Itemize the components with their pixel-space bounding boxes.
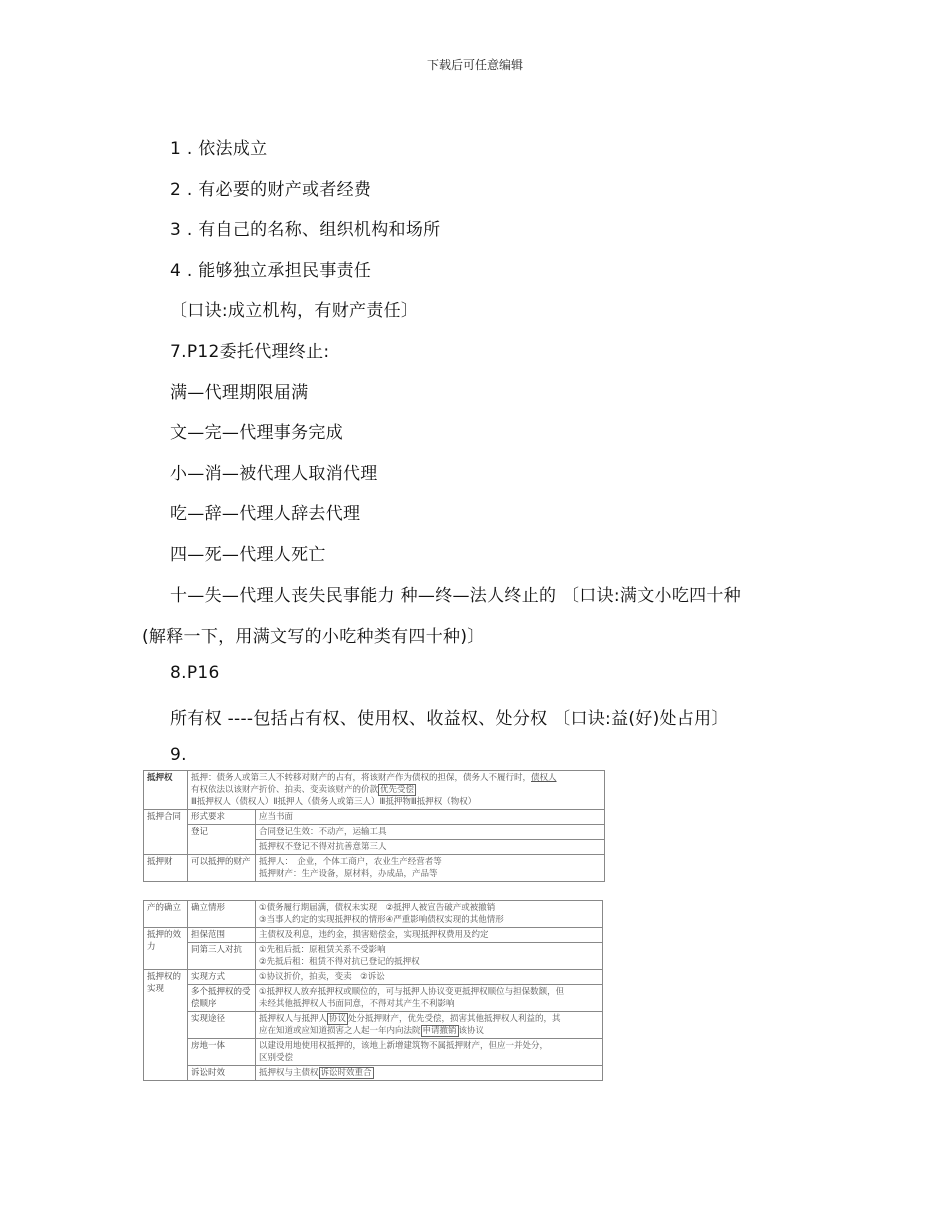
- cell-text: 抵押：债务人或第三人不转移对财产的占有，将该财产作为债权的担保，债务人不履行时，: [191, 773, 532, 783]
- table-row: [144, 901, 603, 928]
- cell-text: ①先租后抵：原租赁关系不受影响: [259, 945, 386, 955]
- table-cell: 实现方式: [188, 970, 256, 985]
- cell-text: 应在知道或应知道损害之人起一年内向法院: [259, 1026, 421, 1036]
- cell-text: 抵押人： 企业，个体工商户，农业生产经营者等: [259, 857, 442, 867]
- cell-text: 优先受偿: [380, 785, 415, 795]
- table-cell: 抵押权不登记不得对抗善意第三人: [256, 840, 605, 855]
- cell-text: 以建设用地使用权抵押的，该地上新增建筑物不属抵押财产，但应一并处分，: [259, 1041, 549, 1051]
- text-line: (解释一下，用满文写的小吃种类有四十种)〕: [142, 627, 485, 647]
- table-cell: 抵押财: [144, 855, 188, 882]
- table-row: [144, 771, 605, 810]
- table-row: [144, 1039, 603, 1066]
- table-cell: 抵押合同: [144, 810, 188, 855]
- table-cell: [256, 1039, 603, 1066]
- cell-text: ③当事人约定的实现抵押权的情形④严重影响债权实现的其他情形: [259, 915, 504, 925]
- cell-text: 未经其他抵押权人书面同意，不得对其产生不利影响: [259, 999, 455, 1009]
- table-row: [144, 985, 603, 1012]
- table-row: [144, 825, 605, 840]
- table-cell: 抵押权的实现: [144, 970, 188, 1081]
- table-cell: [256, 943, 603, 970]
- list-item-2: 2 . 有必要的财产或者经费: [170, 180, 372, 200]
- table-cell: 登记: [188, 825, 256, 855]
- table-row: [144, 943, 603, 970]
- list-item-4: 4 . 能够独立承担民事责任: [170, 261, 372, 281]
- list-item-3: 3 . 有自己的名称、组织机构和场所: [170, 220, 441, 240]
- table-row: [144, 1012, 603, 1039]
- table-row: [144, 1066, 603, 1081]
- table-cell: 确立情形: [188, 901, 256, 928]
- table-cell: 可以抵押的财产: [188, 855, 256, 882]
- section-9-heading: 9.: [170, 745, 187, 765]
- page-header: 下载后可任意编辑: [426, 58, 523, 72]
- table-cell: 实现途径: [188, 1012, 256, 1039]
- table-row: [144, 970, 603, 985]
- text-line: 四—死—代理人死亡: [170, 545, 326, 565]
- cell-text: 区别受偿: [259, 1053, 294, 1063]
- table-cell: 抵押权: [144, 771, 188, 810]
- cell-text: 诉讼时效重合: [320, 1068, 372, 1078]
- table-cell: 主债权及利息，违约金，损害赔偿金，实现抵押权费用及约定: [256, 928, 603, 943]
- cell-text: ①债务履行期届满，债权未实现 ②抵押人被宣告破产或被撤销: [259, 903, 496, 913]
- table-cell: 诉讼时效: [188, 1066, 256, 1081]
- section-7-heading: 7.P12委托代理终止:: [170, 342, 330, 362]
- cell-text: 抵押权与主债权: [259, 1068, 319, 1078]
- cell-text: ②先抵后租：租赁不得对抗已登记的抵押权: [259, 957, 420, 967]
- cell-text: ①抵押权人放弃抵押权或顺位的，可与抵押人协议变更抵押权顺位与担保数额，但: [259, 987, 565, 997]
- table-cell: [256, 985, 603, 1012]
- section-8-heading: 8.P16: [170, 663, 220, 683]
- table-cell: [256, 855, 605, 882]
- cell-text: 该协议: [458, 1026, 485, 1036]
- table-cell: ①协议折价，拍卖，变卖 ②诉讼: [256, 970, 603, 985]
- cell-text: 处分抵押财产，优先受偿，损害其他抵押权人利益的，其: [348, 1014, 561, 1024]
- table-cell: 房地一体: [188, 1039, 256, 1066]
- list-item-1: 1 . 依法成立: [170, 139, 268, 159]
- cell-text: Ⅲ抵押权人（债权人）Ⅱ抵押人（债务人或第三人）Ⅲ抵押物Ⅲ抵押权（物权）: [191, 797, 477, 807]
- cell-text: 有权依法以该财产折价、拍卖、变卖该财产的价款: [191, 785, 379, 795]
- table-cell: 同第三人对抗: [188, 943, 256, 970]
- text-line: 吃—辞—代理人辞去代理: [170, 504, 361, 524]
- cell-text: 协议: [329, 1014, 347, 1024]
- text-line: 文—完—代理事务完成: [170, 423, 343, 443]
- cell-text: 债权人: [531, 773, 557, 783]
- table-cell: 形式要求: [188, 810, 256, 825]
- table-row: [144, 855, 605, 882]
- table-cell: 抵押的效力: [144, 928, 188, 970]
- mortgage-table-2: [143, 900, 603, 1081]
- table-cell: [256, 1012, 603, 1039]
- text-line: 十—失—代理人丧失民事能力 种—终—法人终止的 〔口诀:满文小吃四十种: [170, 586, 742, 606]
- table-row: [144, 928, 603, 943]
- table-cell: [256, 1066, 603, 1081]
- table-cell: [188, 771, 605, 810]
- table-cell: 多个抵押权的受偿顺序: [188, 985, 256, 1012]
- table-cell: 产的确立: [144, 901, 188, 928]
- table-cell: 合同登记生效：不动产，运输工具: [256, 825, 605, 840]
- table-cell: 担保范围: [188, 928, 256, 943]
- text-line: 小—消—被代理人取消代理: [170, 464, 378, 484]
- text-line: 满—代理期限届满: [170, 383, 309, 403]
- mnemonic-1: 〔口诀:成立机构，有财产责任〕: [170, 301, 419, 321]
- cell-text: 抵押权人与抵押人: [259, 1014, 328, 1024]
- cell-text: 抵押财产：生产设备，原材料，办成品，产品等: [259, 869, 438, 879]
- table-cell: [256, 901, 603, 928]
- table-row: [144, 810, 605, 825]
- text-line: 所有权 ----包括占有权、使用权、收益权、处分权 〔口诀:益(好)处占用〕: [170, 709, 729, 729]
- table-cell: 应当书面: [256, 810, 605, 825]
- mortgage-table-1: [143, 770, 605, 882]
- cell-text: 申请撤销: [422, 1026, 457, 1036]
